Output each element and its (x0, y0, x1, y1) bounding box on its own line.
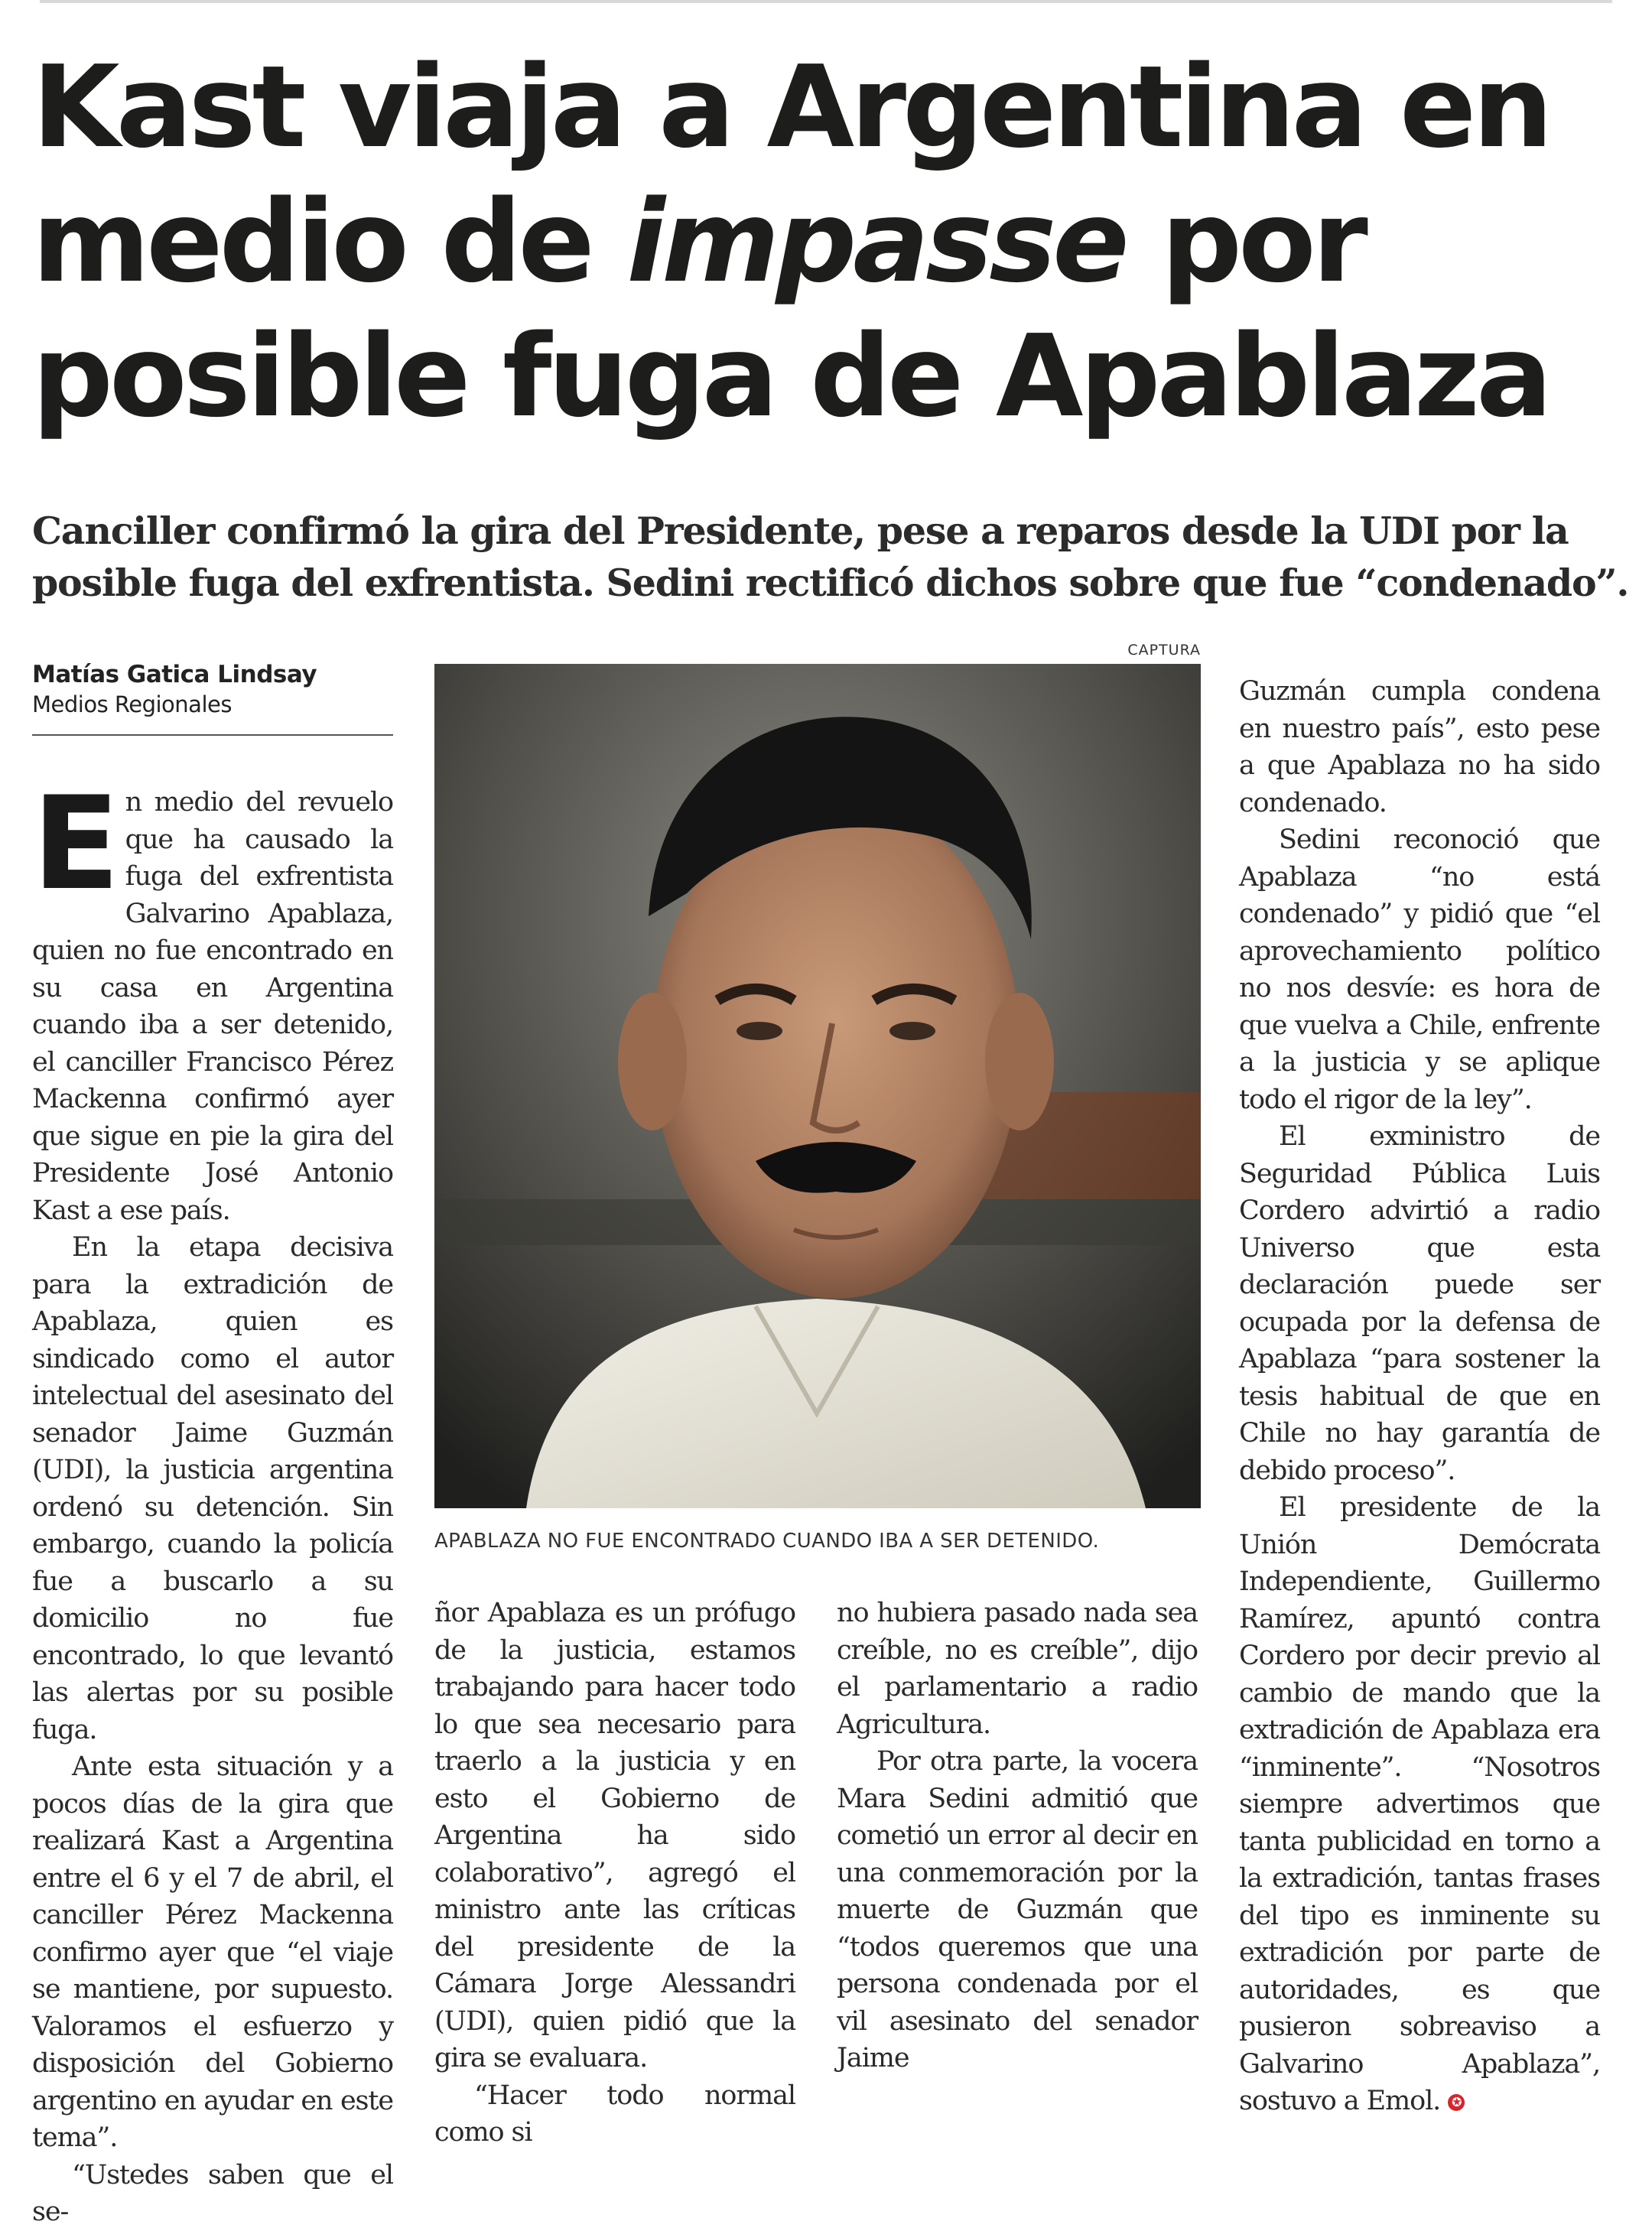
article-column-2 (434, 1595, 795, 2148)
paragraph-4-start: “Ustedes saben que el se- (32, 2159, 393, 2227)
paragraph-5-start: “Hacer todo normal como si (434, 2080, 795, 2148)
byline-author: Matías Gatica Lindsay (32, 661, 317, 688)
end-of-article-mark-icon: ✪ (1448, 2094, 1465, 2111)
headline-part1: Kast viaja a Argentina en medio de (32, 41, 1550, 307)
byline-outlet: Medios Regionales (32, 691, 232, 717)
headline-italic: impasse (626, 176, 1126, 307)
paragraph-7: Sedini reconoció que Apablaza “no está condenado” y pidió que “el aprovechamiento político no nos desvíe: es hora de que vuelva a Chile, enfrente a la justicia y se aplique todo el rigor de la ley”. (1239, 824, 1600, 1115)
paragraph-5-continued: no hubiera pasado nada sea creíble, no es creíble”, dijo el parlamentario a radio Agricultura. (837, 1598, 1198, 1740)
paragraph-2: En la etapa decisiva para la extradición de Apablaza, quien es sindicado como el autor intelectual del asesinato del senador Jaime Guzmán (UDI), la justicia argentina ordenó su detención. Sin embargo, cuando la policía fue a buscarlo a su domicilio no fue encontrado, lo que levantó las alertas por su posible fuga. (32, 1232, 393, 1745)
portrait-illustration (434, 664, 1201, 1508)
headline (32, 40, 1631, 444)
paragraph-8: El exministro de Seguridad Pública Luis Cordero advirtió a radio Universo que esta declaración puede ser ocupada por la defensa de Apablaza “para sostener la tesis habitual de que en Chile no hay garantía de debido proceso”. (1239, 1121, 1600, 1486)
article-column-4 (1239, 673, 1600, 2116)
article-column-1 (32, 769, 393, 2227)
article-photo (434, 664, 1201, 1508)
photo-caption: APABLAZA NO FUE ENCONTRADO CUANDO IBA A SER DETENIDO. (434, 1530, 1100, 1553)
paragraph-3: Ante esta situación y a pocos días de la gira que realizará Kast a Argentina entre el 6 y el 7 de abril, el canciller Pérez Mackenna confirmo ayer que “el viaje se mantiene, por supuesto. Valoramos el esfuerzo y disposición del Gobierno argentino en ayudar en este tema”. (32, 1751, 393, 2153)
article-column-3 (837, 1595, 1198, 2084)
paragraph-9 (1239, 1489, 1600, 2120)
paragraph-1 (32, 769, 393, 1229)
paragraph-4-continued: ñor Apablaza es un prófugo de la justicia, estamos trabajando para hacer todo lo que sea necesario para traerlo a la justicia y en esto el Gobierno de Argentina ha sido colaborativo”, agregó el ministro ante las críticas del presidente de la Cámara Jorge Alessandri (UDI), quien pidió que la gira se evaluara. (434, 1598, 795, 2073)
byline (32, 659, 392, 719)
top-rule (40, 0, 1612, 3)
photo-credit: CAPTURA (1127, 642, 1201, 659)
drop-cap: E (32, 769, 119, 919)
paragraph-6-continued: Guzmán cumpla condena en nuestro país”, esto pese a que Apablaza no ha sido condenado. (1239, 676, 1600, 818)
paragraph-9-text: El presidente de la Unión Demócrata Independiente, Guillermo Ramírez, apuntó contra Cordero por decir previo al cambio de mando que la extradición de Apablaza era “inminente”. “Nosotros siempre advertimos que tanta publicidad en torno a la extradición, tantas frases del tipo es inminente su extradición por parte de autoridades, es que pusieron sobreaviso a Galvarino Apablaza”, sostuvo a Emol. (1239, 1492, 1600, 2116)
paragraph-6: Por otra parte, la vocera Mara Sedini admitió que cometió un error al decir en una conmemoración por la muerte de Guzmán que “todos queremos que una persona condenada por el vil asesinato del senador Jaime (837, 1746, 1198, 2073)
byline-divider (32, 734, 393, 736)
deck: Canciller confirmó la gira del Presidente, pese a reparos desde la UDI por la posible fuga del exfrentista. Sedini rectificó dichos sobre que fue “condenado”. (32, 509, 1629, 605)
headline-part2: por posible fuga de Apablaza (32, 176, 1549, 442)
paragraph-1-text: n medio del revuelo que ha causado la fuga del exfrentista Galvarino Apablaza, quien no fue encontrado en su casa en Argentina cuando iba a ser detenido, el canciller Francisco Pérez Mackenna confirmó ayer que sigue en pie la gira del Presidente José Antonio Kast a ese país. (32, 787, 393, 1226)
